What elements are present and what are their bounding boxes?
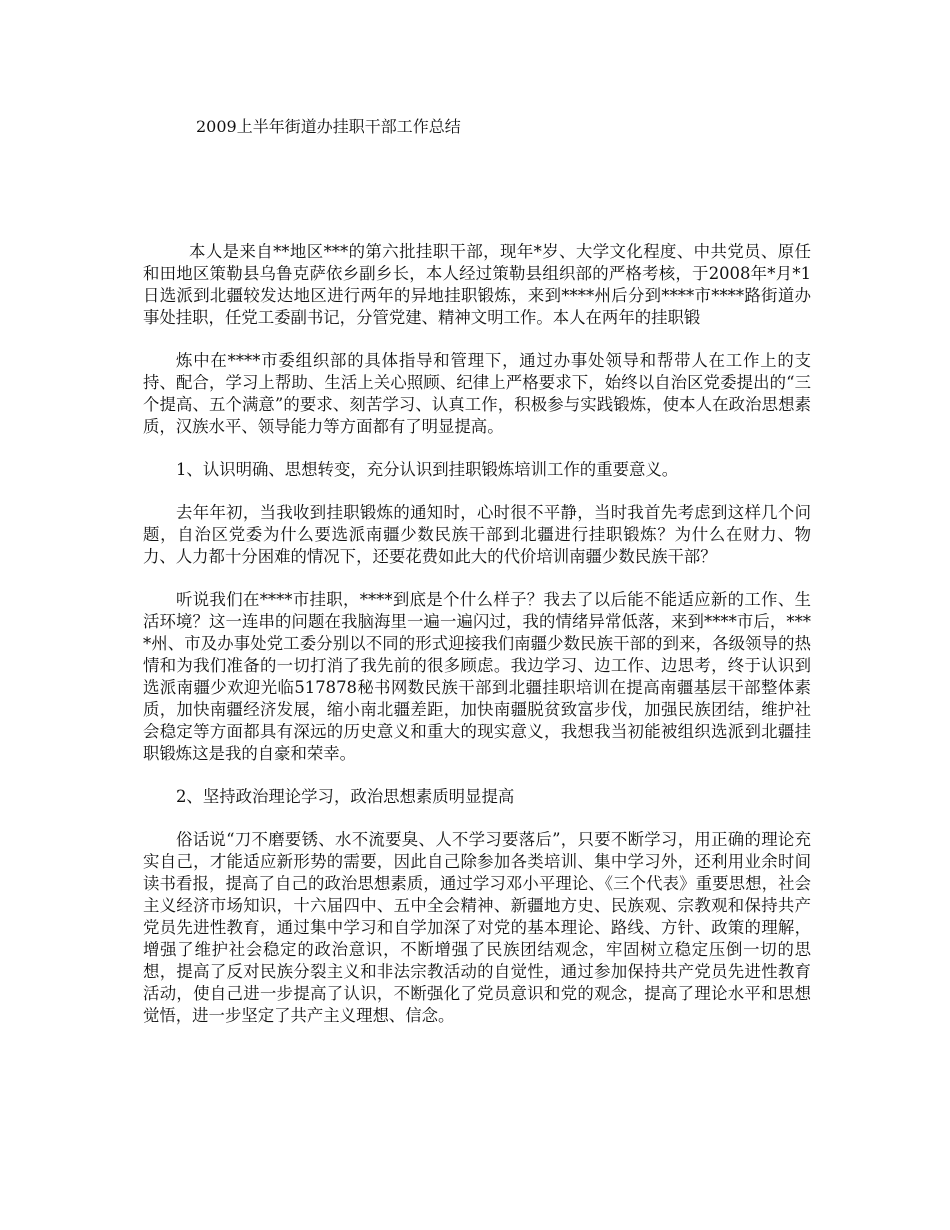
document-body xyxy=(143,241,811,1048)
paragraph-intro: 本人是来自**地区***的第六批挂职干部，现年*岁、大学文化程度、中共党员、原任和田地区策勒县乌鲁克萨依乡副乡长，本人经过策勒县组织部的严格考核，于2008年*月*1日选派到北疆较发达地区进行两年的异地挂职锻炼，来到****州后分到****市****路街道办事处挂职，任党工委副书记，分管党建、精神文明工作。本人在两年的挂职锻 xyxy=(143,242,811,327)
document-title: 2009上半年街道办挂职干部工作总结 xyxy=(196,117,461,136)
section-heading-2: 2、坚持政治理论学习，政治思想素质明显提高 xyxy=(176,787,515,806)
paragraph-training: 炼中在****市委组织部的具体指导和管理下，通过办事处领导和帮带人在工作上的支持、配合，学习上帮助、生活上关心照顾、纪律上严格要求下，始终以自治区党委提出的“三个提高、五个满意”的要求、刻苦学习、认真工作，积极参与实践锻炼，使本人在政治思想素质，汉族水平、领导能力等方面都有了明显提高。 xyxy=(143,351,811,436)
section-heading-1: 1、认识明确、思想转变，充分认识到挂职锻炼培训工作的重要意义。 xyxy=(176,460,679,479)
paragraph-study: 俗话说“刀不磨要锈、水不流要臭、人不学习要落后”，只要不断学习，用正确的理论充实自己，才能适应新形势的需要，因此自己除参加各类培训、集中学习外，还利用业余时间读书看报，提高了自己的政治思想素质，通过学习邓小平理论、《三个代表》重要思想，社会主义经济市场知识，十六届四中、五中全会精神、新疆地方史、民族观、宗教观和保持共产党员先进性教育，通过集中学习和自学加深了对党的基本理论、路线、方针、政策的理解，增强了维护社会稳定的政治意识，不断增强了民族团结观念，牢固树立稳定压倒一切的思想，提高了反对民族分裂主义和非法宗教活动的自觉性，通过参加保持共产党员先进性教育活动，使自己进一步提高了认识，不断强化了党员意识和党的观念，提高了理论水平和思想觉悟，进一步坚定了共产主义理想、信念。 xyxy=(143,830,811,1025)
paragraph-questions: 去年年初，当我收到挂职锻炼的通知时，心时很不平静，当时我首先考虑到这样几个问题，自治区党委为什么要选派南疆少数民族干部到北疆进行挂职锻炼？为什么在财力、物力、人力都十分困难的情况下，还要花费如此大的代价培训南疆少数民族干部？ xyxy=(143,503,811,566)
paragraph-arrival: 听说我们在****市挂职，****到底是个什么样子？我去了以后能不能适应新的工作、生活环境？这一连串的问题在我脑海里一遍一遍闪过，我的情绪异常低落，来到****市后，****州、市及办事处党工委分别以不同的形式迎接我们南疆少数民族干部的到来，各级领导的热情和为我们准备的一切打消了我先前的很多顾虑。我边学习、边工作、边思考，终于认识到选派南疆少欢迎光临517878秘书网数民族干部到北疆挂职培训在提高南疆基层干部整体素质，加快南疆经济发展，缩小南北疆差距，加快南疆脱贫致富步伐，加强民族团结，维护社会稳定等方面都具有深远的历史意义和重大的现实意义，我想我当初能被组织选派到北疆挂职锻炼这是我的自豪和荣幸。 xyxy=(143,590,811,763)
